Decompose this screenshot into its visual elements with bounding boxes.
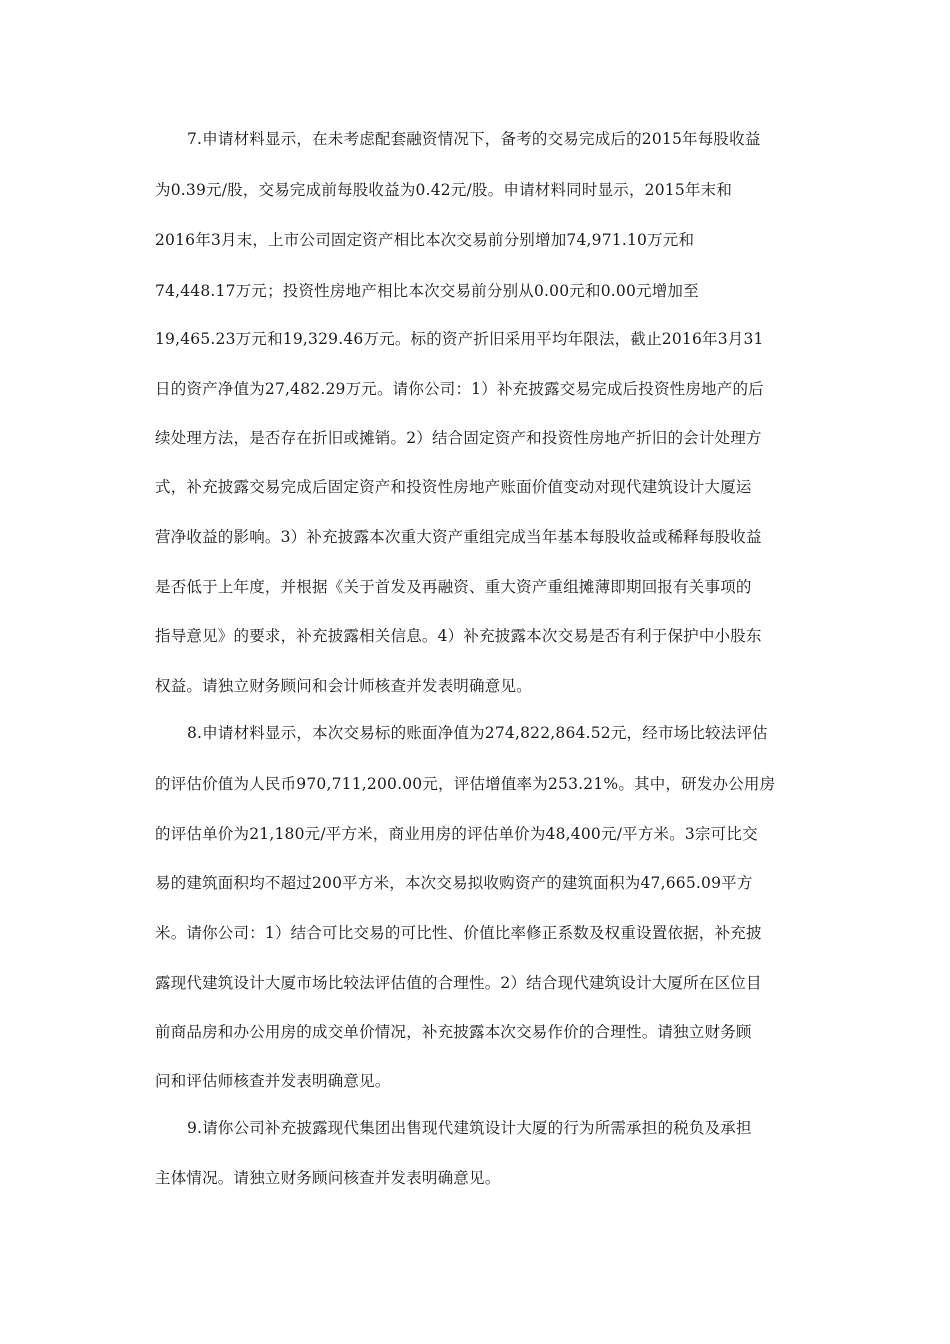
section-8-line-8: 问和评估师核查并发表明确意见。 [155, 1072, 391, 1090]
section-7-line-1: 7.申请材料显示，在未考虑配套融资情况下，备考的交易完成后的2015年每股收益 [187, 130, 761, 148]
section-7-line-10: 是否低于上年度，并根据《关于首发及再融资、重大资产重组摊薄即期回报有关事项的 [155, 578, 752, 596]
section-7-line-3: 2016年3月末，上市公司固定资产相比本次交易前分别增加74,971.10万元和 [155, 231, 695, 249]
section-7-line-11: 指导意见》的要求，补充披露相关信息。4）补充披露本次交易是否有利于保护中小股东 [155, 627, 762, 645]
section-7-line-12: 权益。请独立财务顾问和会计师核查并发表明确意见。 [155, 677, 532, 695]
section-9-line-2: 主体情况。请独立财务顾问核查并发表明确意见。 [155, 1169, 501, 1187]
section-8-line-6: 露现代建筑设计大厦市场比较法评估值的合理性。2）结合现代建筑设计大厦所在区位目 [155, 974, 762, 992]
section-7-line-7: 续处理方法，是否存在折旧或摊销。2）结合固定资产和投资性房地产折旧的会计处理方 [155, 429, 762, 447]
section-7-line-4: 74,448.17万元；投资性房地产相比本次交易前分别从0.00元和0.00元增加至 [155, 282, 699, 300]
section-8-line-3: 的评估单价为21,180元/平方米，商业用房的评估单价为48,400元/平方米。3宗可比交 [155, 825, 758, 843]
section-7-line-8: 式，补充披露交易完成后固定资产和投资性房地产账面价值变动对现代建筑设计大厦运 [155, 478, 752, 496]
section-7-line-5: 19,465.23万元和19,329.46万元。标的资产折旧采用平均年限法，截止2016年3月31 [155, 330, 764, 348]
section-8-line-7: 前商品房和办公用房的成交单价情况，补充披露本次交易作价的合理性。请独立财务顾 [155, 1023, 752, 1041]
section-9-line-1: 9.请你公司补充披露现代集团出售现代建筑设计大厦的行为所需承担的税负及承担 [187, 1119, 752, 1137]
section-8-line-4: 易的建筑面积均不超过200平方米，本次交易拟收购资产的建筑面积为47,665.09平方 [155, 874, 753, 892]
section-8-line-5: 米。请你公司：1）结合可比交易的可比性、价值比率修正系数及权重设置依据，补充披 [155, 924, 762, 942]
section-7-line-9: 营净收益的影响。3）补充披露本次重大资产重组完成当年基本每股收益或稀释每股收益 [155, 528, 762, 546]
section-8-line-1: 8.申请材料显示，本次交易标的账面净值为274,822,864.52元，经市场比较法评估 [187, 724, 768, 742]
section-7-line-6: 日的资产净值为27,482.29万元。请你公司：1）补充披露交易完成后投资性房地产的后 [155, 380, 764, 398]
section-7-line-2: 为0.39元/股，交易完成前每股收益为0.42元/股。申请材料同时显示，2015年末和 [155, 181, 733, 199]
section-8-line-2: 的评估价值为人民币970,711,200.00元，评估增值率为253.21%。其中，研发办公用房 [155, 775, 776, 793]
